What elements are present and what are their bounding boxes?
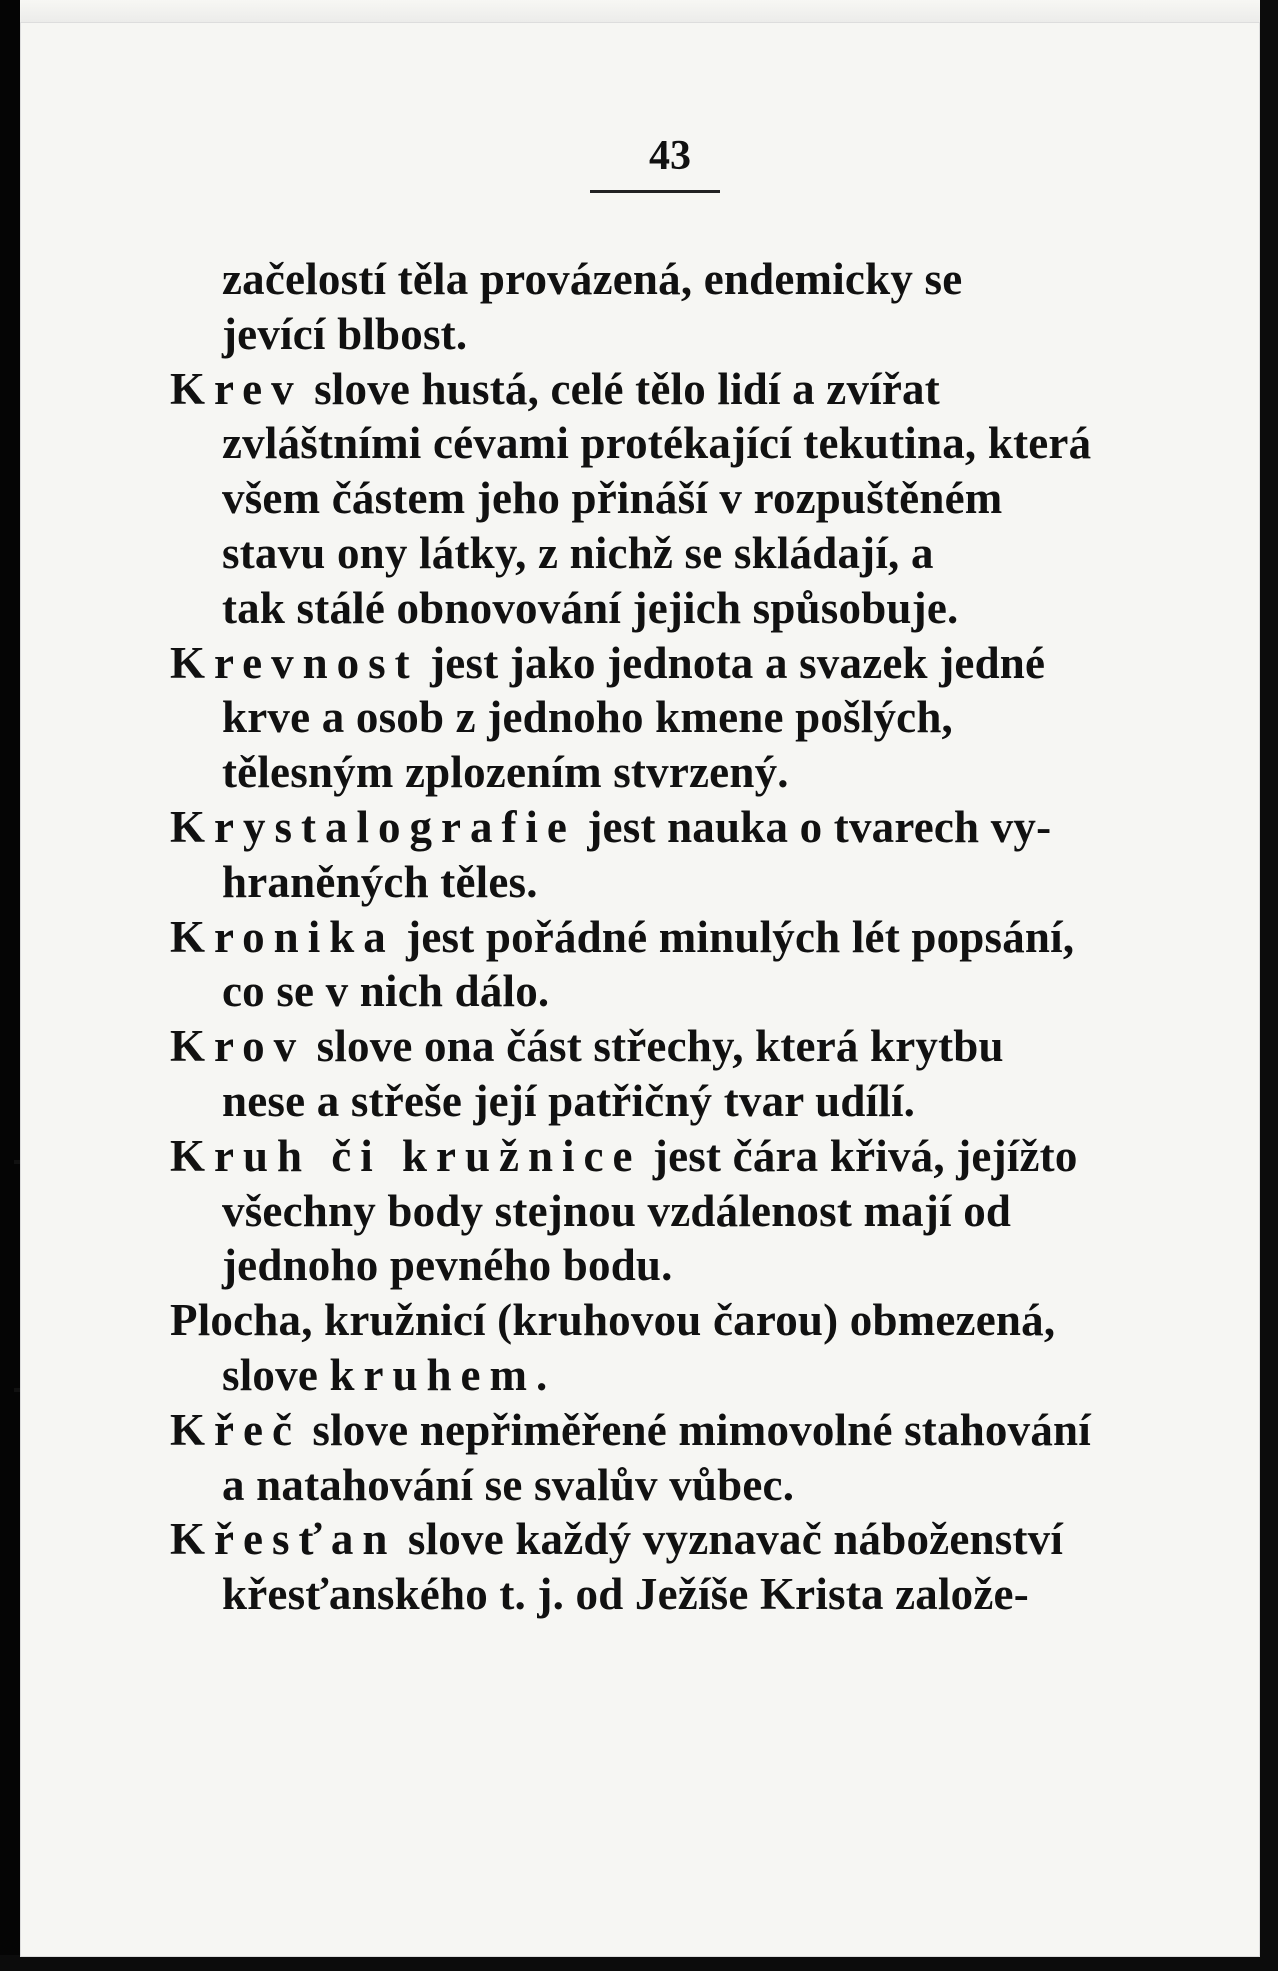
text-line	[170, 1184, 1150, 1239]
entry-term: Krov	[170, 1021, 306, 1072]
entry-text: slove hustá, celé tělo lidí a zvířat	[302, 363, 940, 414]
entry-text: všem částem jeho přináší v rozpuštěném	[222, 473, 1003, 524]
entry-term: kruhem	[329, 1349, 536, 1400]
entry-text: slove nepřiměřené mimovolné stahování	[300, 1404, 1091, 1455]
entry-text: Plocha, kružnicí (kruhovou čarou) obmezená,	[170, 1295, 1056, 1346]
text-line	[170, 307, 1150, 362]
text-line	[170, 1458, 1150, 1513]
line-text	[170, 1295, 1055, 1345]
text-line	[170, 416, 1150, 471]
line-text	[222, 1240, 673, 1290]
line-text	[170, 1514, 1063, 1564]
page-top-edge	[0, 0, 1278, 22]
line-text	[170, 912, 1074, 962]
text-line	[170, 252, 1150, 307]
page-text	[170, 252, 1150, 1622]
text-line	[170, 855, 1150, 910]
text-line	[170, 1074, 1150, 1129]
entry-text: .	[535, 1349, 548, 1400]
line-text	[222, 857, 538, 907]
entry-term: Krevnost	[170, 637, 419, 688]
text-line	[170, 636, 1150, 691]
line-text	[222, 528, 934, 578]
scan-bottom-edge	[0, 1955, 1278, 1971]
entry-term: Krev	[170, 363, 303, 414]
line-text	[170, 1021, 1004, 1071]
entry-text: křesťanského t. j. od Ježíše Krista založe-	[222, 1569, 1029, 1620]
entry-text: hraněných těles.	[222, 856, 538, 907]
text-line	[170, 362, 1150, 417]
entry-term: Křesťan	[170, 1514, 397, 1565]
line-text	[222, 1569, 1029, 1619]
scan-right-edge	[1260, 0, 1278, 1971]
line-text	[170, 364, 940, 414]
entry-text: jevící blbost.	[222, 308, 468, 359]
page-number: 43	[649, 133, 691, 179]
text-line	[170, 471, 1150, 526]
line-text	[222, 1350, 547, 1400]
entry-text: začelostí těla provázená, endemicky se	[222, 254, 963, 304]
entry-text: krve a osob z jednoho kmene pošlých,	[222, 692, 954, 743]
text-line	[170, 910, 1150, 965]
entry-text: slove	[222, 1349, 330, 1400]
line-text	[222, 692, 953, 742]
text-line	[170, 1129, 1150, 1184]
entry-text: jest nauka o tvarech vy-	[575, 801, 1052, 852]
entry-text: slove každý vyznavač náboženství	[396, 1514, 1064, 1565]
line-text	[222, 1076, 915, 1126]
text-line	[170, 1348, 1150, 1403]
entry-text: slove ona část střechy, která krytbu	[305, 1021, 1004, 1072]
line-text	[222, 418, 1091, 468]
text-line	[170, 1293, 1150, 1348]
entry-term: Kronika	[170, 911, 395, 962]
line-text	[222, 966, 549, 1016]
text-line	[170, 1567, 1150, 1622]
entry-text: nese a střeše její patřičný tvar udílí.	[222, 1075, 916, 1126]
line-text	[170, 802, 1051, 852]
line-text	[222, 1460, 794, 1510]
entry-text: všechny body stejnou vzdálenost mají od	[222, 1185, 1012, 1236]
text-line	[170, 1403, 1150, 1458]
text-line	[170, 581, 1150, 636]
line-text	[170, 1131, 1078, 1181]
text-line	[170, 964, 1150, 1019]
entry-text: jest jako jednota a svazek jedné	[418, 637, 1046, 688]
entry-text: jednoho pevného bodu.	[222, 1240, 673, 1291]
entry-text: a natahování se svalův vůbec.	[222, 1459, 795, 1510]
entry-text: tělesným zplozením stvrzený.	[222, 747, 789, 798]
text-line	[170, 745, 1150, 800]
entry-text: jest čára křivá, jejížto	[641, 1130, 1078, 1181]
line-text	[222, 583, 958, 633]
text-line	[170, 1512, 1150, 1567]
line-text	[222, 473, 1002, 523]
line-text	[170, 638, 1045, 688]
line-text	[222, 1186, 1011, 1236]
text-line	[170, 526, 1150, 581]
text-line	[170, 1019, 1150, 1074]
entry-text: tak stálé obnovování jejich spůsobuje.	[222, 582, 959, 633]
entry-term: Kruh či kružnice	[170, 1130, 642, 1181]
entry-text: jest pořádné minulých lét popsání,	[394, 911, 1075, 962]
scan-left-edge	[0, 0, 20, 1971]
line-text	[222, 309, 467, 359]
line-text	[222, 747, 789, 797]
line-text	[170, 1405, 1091, 1455]
text-line	[170, 800, 1150, 855]
entry-text: co se v nich dálo.	[222, 966, 550, 1017]
text-line	[170, 1238, 1150, 1293]
entry-text: zvláštními cévami protékající tekutina, která	[222, 418, 1092, 469]
text-line	[170, 690, 1150, 745]
page-number-rule	[590, 190, 720, 193]
entry-text: stavu ony látky, z nichž se skládají, a	[222, 527, 934, 578]
line-text	[222, 254, 962, 304]
entry-term: Křeč	[170, 1404, 301, 1455]
entry-term: Krystalografie	[170, 801, 576, 852]
